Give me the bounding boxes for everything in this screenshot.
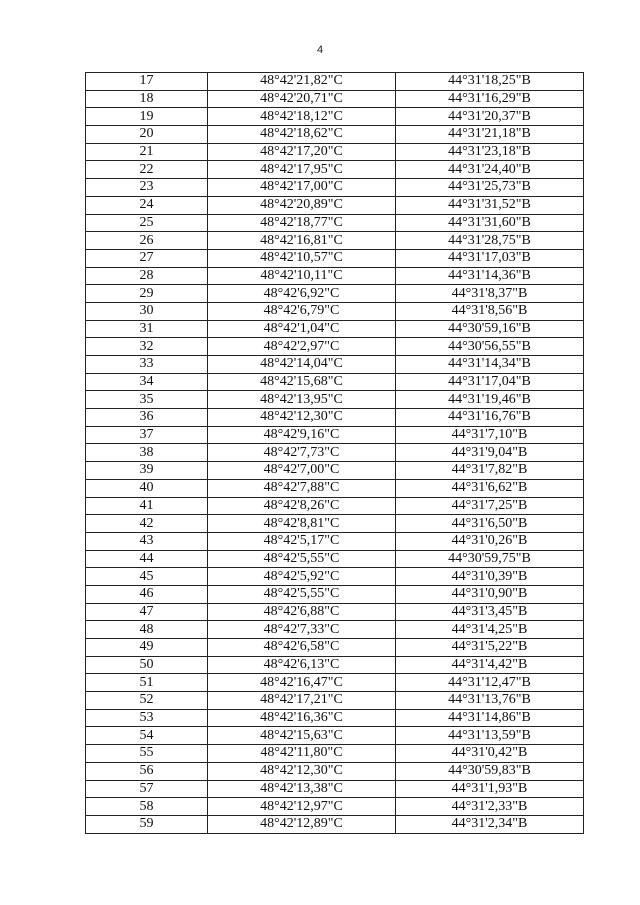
latitude-cell: 48°42'15,68"С [208, 373, 396, 391]
latitude-cell: 48°42'12,89"С [208, 815, 396, 833]
longitude-cell: 44°31'4,25"В [396, 621, 584, 639]
point-number-cell: 27 [86, 249, 208, 267]
latitude-cell: 48°42'13,38"С [208, 780, 396, 798]
latitude-cell: 48°42'6,79"С [208, 302, 396, 320]
table-row [86, 285, 584, 303]
longitude-cell: 44°31'19,46"В [396, 391, 584, 409]
latitude-cell: 48°42'17,21"С [208, 692, 396, 710]
point-number-cell: 28 [86, 267, 208, 285]
latitude-cell: 48°42'18,12"С [208, 108, 396, 126]
point-number-cell: 22 [86, 161, 208, 179]
point-number-cell: 36 [86, 409, 208, 427]
latitude-cell: 48°42'17,95"С [208, 161, 396, 179]
table-row [86, 373, 584, 391]
table-row [86, 409, 584, 427]
point-number-cell: 48 [86, 621, 208, 639]
table-row [86, 249, 584, 267]
latitude-cell: 48°42'15,63"С [208, 727, 396, 745]
table-row [86, 479, 584, 497]
longitude-cell: 44°31'0,26"В [396, 532, 584, 550]
longitude-cell: 44°30'59,75"В [396, 550, 584, 568]
latitude-cell: 48°42'16,81"С [208, 232, 396, 250]
table-row [86, 656, 584, 674]
latitude-cell: 48°42'20,89"С [208, 196, 396, 214]
table-row [86, 302, 584, 320]
point-number-cell: 23 [86, 179, 208, 197]
longitude-cell: 44°31'12,47"В [396, 674, 584, 692]
point-number-cell: 53 [86, 709, 208, 727]
longitude-cell: 44°31'0,90"В [396, 585, 584, 603]
table-row [86, 426, 584, 444]
point-number-cell: 51 [86, 674, 208, 692]
latitude-cell: 48°42'6,58"С [208, 639, 396, 657]
latitude-cell: 48°42'8,81"С [208, 515, 396, 533]
longitude-cell: 44°31'7,25"В [396, 497, 584, 515]
latitude-cell: 48°42'7,88"С [208, 479, 396, 497]
table-row [86, 356, 584, 374]
table-row [86, 161, 584, 179]
table-row [86, 550, 584, 568]
point-number-cell: 20 [86, 126, 208, 144]
page-number: 4 [316, 44, 324, 56]
longitude-cell: 44°31'31,60"В [396, 214, 584, 232]
point-number-cell: 29 [86, 285, 208, 303]
coordinates-table-body [86, 73, 584, 834]
longitude-cell: 44°31'7,10"В [396, 426, 584, 444]
latitude-cell: 48°42'16,47"С [208, 674, 396, 692]
longitude-cell: 44°31'4,42"В [396, 656, 584, 674]
point-number-cell: 34 [86, 373, 208, 391]
point-number-cell: 30 [86, 302, 208, 320]
longitude-cell: 44°31'6,62"В [396, 479, 584, 497]
point-number-cell: 31 [86, 320, 208, 338]
table-row [86, 762, 584, 780]
latitude-cell: 48°42'6,13"С [208, 656, 396, 674]
table-row [86, 462, 584, 480]
longitude-cell: 44°31'8,56"В [396, 302, 584, 320]
point-number-cell: 41 [86, 497, 208, 515]
table-row [86, 585, 584, 603]
latitude-cell: 48°42'7,00"С [208, 462, 396, 480]
longitude-cell: 44°31'17,04"В [396, 373, 584, 391]
coordinates-table [85, 72, 584, 834]
table-row [86, 568, 584, 586]
point-number-cell: 35 [86, 391, 208, 409]
table-row [86, 444, 584, 462]
point-number-cell: 32 [86, 338, 208, 356]
longitude-cell: 44°31'16,76"В [396, 409, 584, 427]
point-number-cell: 54 [86, 727, 208, 745]
point-number-cell: 49 [86, 639, 208, 657]
table-row [86, 815, 584, 833]
latitude-cell: 48°42'12,30"С [208, 409, 396, 427]
longitude-cell: 44°31'21,18"В [396, 126, 584, 144]
longitude-cell: 44°31'9,04"В [396, 444, 584, 462]
longitude-cell: 44°31'16,29"В [396, 90, 584, 108]
point-number-cell: 58 [86, 798, 208, 816]
longitude-cell: 44°31'23,18"В [396, 143, 584, 161]
longitude-cell: 44°31'5,22"В [396, 639, 584, 657]
longitude-cell: 44°31'17,03"В [396, 249, 584, 267]
longitude-cell: 44°31'2,33"В [396, 798, 584, 816]
latitude-cell: 48°42'11,80"С [208, 745, 396, 763]
longitude-cell: 44°30'59,83"В [396, 762, 584, 780]
longitude-cell: 44°31'24,40"В [396, 161, 584, 179]
table-row [86, 338, 584, 356]
latitude-cell: 48°42'9,16"С [208, 426, 396, 444]
longitude-cell: 44°31'28,75"В [396, 232, 584, 250]
longitude-cell: 44°31'6,50"В [396, 515, 584, 533]
latitude-cell: 48°42'5,17"С [208, 532, 396, 550]
point-number-cell: 42 [86, 515, 208, 533]
table-row [86, 745, 584, 763]
point-number-cell: 52 [86, 692, 208, 710]
latitude-cell: 48°42'5,92"С [208, 568, 396, 586]
longitude-cell: 44°30'59,16"В [396, 320, 584, 338]
table-row [86, 692, 584, 710]
latitude-cell: 48°42'17,00"С [208, 179, 396, 197]
point-number-cell: 26 [86, 232, 208, 250]
latitude-cell: 48°42'12,97"С [208, 798, 396, 816]
table-row [86, 126, 584, 144]
longitude-cell: 44°31'18,25"В [396, 73, 584, 91]
longitude-cell: 44°31'13,76"В [396, 692, 584, 710]
point-number-cell: 55 [86, 745, 208, 763]
table-row [86, 515, 584, 533]
latitude-cell: 48°42'18,62"С [208, 126, 396, 144]
point-number-cell: 43 [86, 532, 208, 550]
table-row [86, 532, 584, 550]
longitude-cell: 44°31'8,37"В [396, 285, 584, 303]
point-number-cell: 59 [86, 815, 208, 833]
longitude-cell: 44°31'20,37"В [396, 108, 584, 126]
longitude-cell: 44°31'0,42"В [396, 745, 584, 763]
latitude-cell: 48°42'17,20"С [208, 143, 396, 161]
table-row [86, 780, 584, 798]
table-row [86, 320, 584, 338]
latitude-cell: 48°42'5,55"С [208, 550, 396, 568]
point-number-cell: 37 [86, 426, 208, 444]
latitude-cell: 48°42'5,55"С [208, 585, 396, 603]
latitude-cell: 48°42'1,04"С [208, 320, 396, 338]
table-row [86, 497, 584, 515]
longitude-cell: 44°31'25,73"В [396, 179, 584, 197]
point-number-cell: 40 [86, 479, 208, 497]
longitude-cell: 44°31'14,36"В [396, 267, 584, 285]
point-number-cell: 57 [86, 780, 208, 798]
table-row [86, 267, 584, 285]
table-row [86, 674, 584, 692]
table-row [86, 709, 584, 727]
longitude-cell: 44°31'3,45"В [396, 603, 584, 621]
latitude-cell: 48°42'7,33"С [208, 621, 396, 639]
latitude-cell: 48°42'6,92"С [208, 285, 396, 303]
latitude-cell: 48°42'2,97"С [208, 338, 396, 356]
latitude-cell: 48°42'14,04"С [208, 356, 396, 374]
point-number-cell: 50 [86, 656, 208, 674]
table-row [86, 108, 584, 126]
point-number-cell: 18 [86, 90, 208, 108]
latitude-cell: 48°42'18,77"С [208, 214, 396, 232]
longitude-cell: 44°31'31,52"В [396, 196, 584, 214]
point-number-cell: 47 [86, 603, 208, 621]
longitude-cell: 44°31'14,34"В [396, 356, 584, 374]
latitude-cell: 48°42'21,82"С [208, 73, 396, 91]
latitude-cell: 48°42'20,71"С [208, 90, 396, 108]
table-row [86, 603, 584, 621]
longitude-cell: 44°31'1,93"В [396, 780, 584, 798]
latitude-cell: 48°42'6,88"С [208, 603, 396, 621]
longitude-cell: 44°30'56,55"В [396, 338, 584, 356]
point-number-cell: 24 [86, 196, 208, 214]
point-number-cell: 17 [86, 73, 208, 91]
point-number-cell: 25 [86, 214, 208, 232]
longitude-cell: 44°31'14,86"В [396, 709, 584, 727]
table-row [86, 727, 584, 745]
point-number-cell: 38 [86, 444, 208, 462]
table-row [86, 232, 584, 250]
latitude-cell: 48°42'10,11"С [208, 267, 396, 285]
table-row [86, 90, 584, 108]
table-row [86, 143, 584, 161]
table-row [86, 214, 584, 232]
table-row [86, 196, 584, 214]
point-number-cell: 39 [86, 462, 208, 480]
point-number-cell: 44 [86, 550, 208, 568]
point-number-cell: 46 [86, 585, 208, 603]
latitude-cell: 48°42'12,30"С [208, 762, 396, 780]
latitude-cell: 48°42'10,57"С [208, 249, 396, 267]
latitude-cell: 48°42'7,73"С [208, 444, 396, 462]
point-number-cell: 19 [86, 108, 208, 126]
table-row [86, 798, 584, 816]
point-number-cell: 21 [86, 143, 208, 161]
longitude-cell: 44°31'7,82"В [396, 462, 584, 480]
table-row [86, 391, 584, 409]
point-number-cell: 56 [86, 762, 208, 780]
longitude-cell: 44°31'13,59"В [396, 727, 584, 745]
table-row [86, 179, 584, 197]
latitude-cell: 48°42'16,36"С [208, 709, 396, 727]
table-row [86, 621, 584, 639]
table-row [86, 639, 584, 657]
table-row [86, 73, 584, 91]
longitude-cell: 44°31'0,39"В [396, 568, 584, 586]
point-number-cell: 45 [86, 568, 208, 586]
point-number-cell: 33 [86, 356, 208, 374]
latitude-cell: 48°42'8,26"С [208, 497, 396, 515]
longitude-cell: 44°31'2,34"В [396, 815, 584, 833]
latitude-cell: 48°42'13,95"С [208, 391, 396, 409]
